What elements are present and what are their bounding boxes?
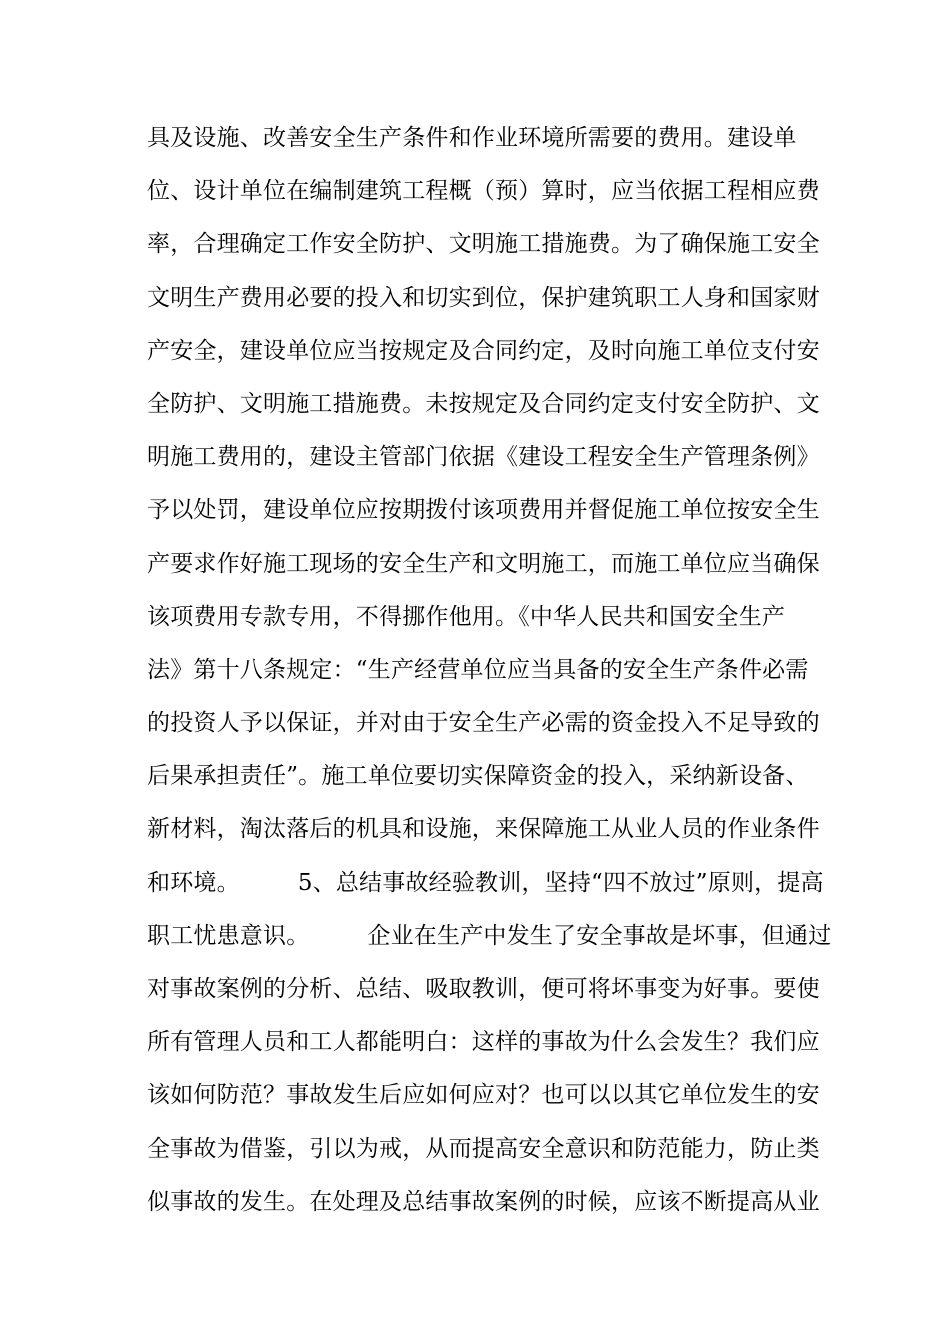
text-line: 位、设计单位在编制建筑工程概（预）算时，应当依据工程相应费 [147,178,820,205]
text-line: 文明生产费用必要的投入和切实到位，保护建筑职工人身和国家财 [147,284,820,311]
text-line: 后果承担责任”。施工单位要切实保障资金的投入，采纳新设备、 [147,763,809,790]
section-heading-cont: 职工忧患意识。 [147,922,310,949]
text-line: 对事故案例的分析、总结、吸取教训，便可将坏事变为好事。要使 [147,976,820,1002]
text-line [147,916,832,969]
text-line: 所有管理人员和工人都能明白：这样的事故为什么会发生？我们应 [147,1029,820,1056]
text-line: 具及设施、改善安全生产条件和作业环境所需要的费用。建设单 [147,125,797,151]
text-line: 的投资人予以保证，并对由于安全生产必需的资金投入不足导致的 [147,710,820,737]
text-line: 产要求作好施工现场的安全生产和文明施工，而施工单位应当确保 [147,550,820,577]
text-segment: 企业在生产中发生了安全事故是坏事，但通过 [367,922,832,949]
text-line: 该项费用专款专用，不得挪作他用。《中华人民共和国安全生产 [147,603,786,630]
text-line: 产安全，建设单位应当按规定及合同约定，及时向施工单位支付安 [147,337,820,364]
body-text [147,118,832,1235]
text-segment: 和环境。 [147,869,240,896]
text-line: 予以处罚，建设单位应按期拨付该项费用并督促施工单位按安全生 [147,497,820,524]
text-line: 新材料，淘汰落后的机具和设施，来保障施工从业人员的作业条件 [147,816,820,843]
section-heading: 5、总结事故经验教训，坚持“四不放过”原则，提高 [297,869,824,896]
text-line: 明施工费用的，建设主管部门依据《建设工程安全生产管理条例》 [147,444,820,471]
text-line: 似事故的发生。在处理及总结事故案例的时候，应该不断提高从业 [147,1188,820,1215]
text-line: 全防护、文明施工措施费。未按规定及合同约定支付安全防护、文 [147,390,820,417]
text-line [147,863,824,916]
text-line: 率，合理确定工作安全防护、文明施工措施费。为了确保施工安全 [147,231,820,258]
text-line: 法》第十八条规定：“生产经营单位应当具备的安全生产条件必需 [147,656,809,683]
text-line: 该如何防范？事故发生后应如何应对？也可以以其它单位发生的安 [147,1082,820,1109]
text-line: 全事故为借鉴，引以为戒，从而提高安全意识和防范能力，防止类 [147,1135,820,1162]
